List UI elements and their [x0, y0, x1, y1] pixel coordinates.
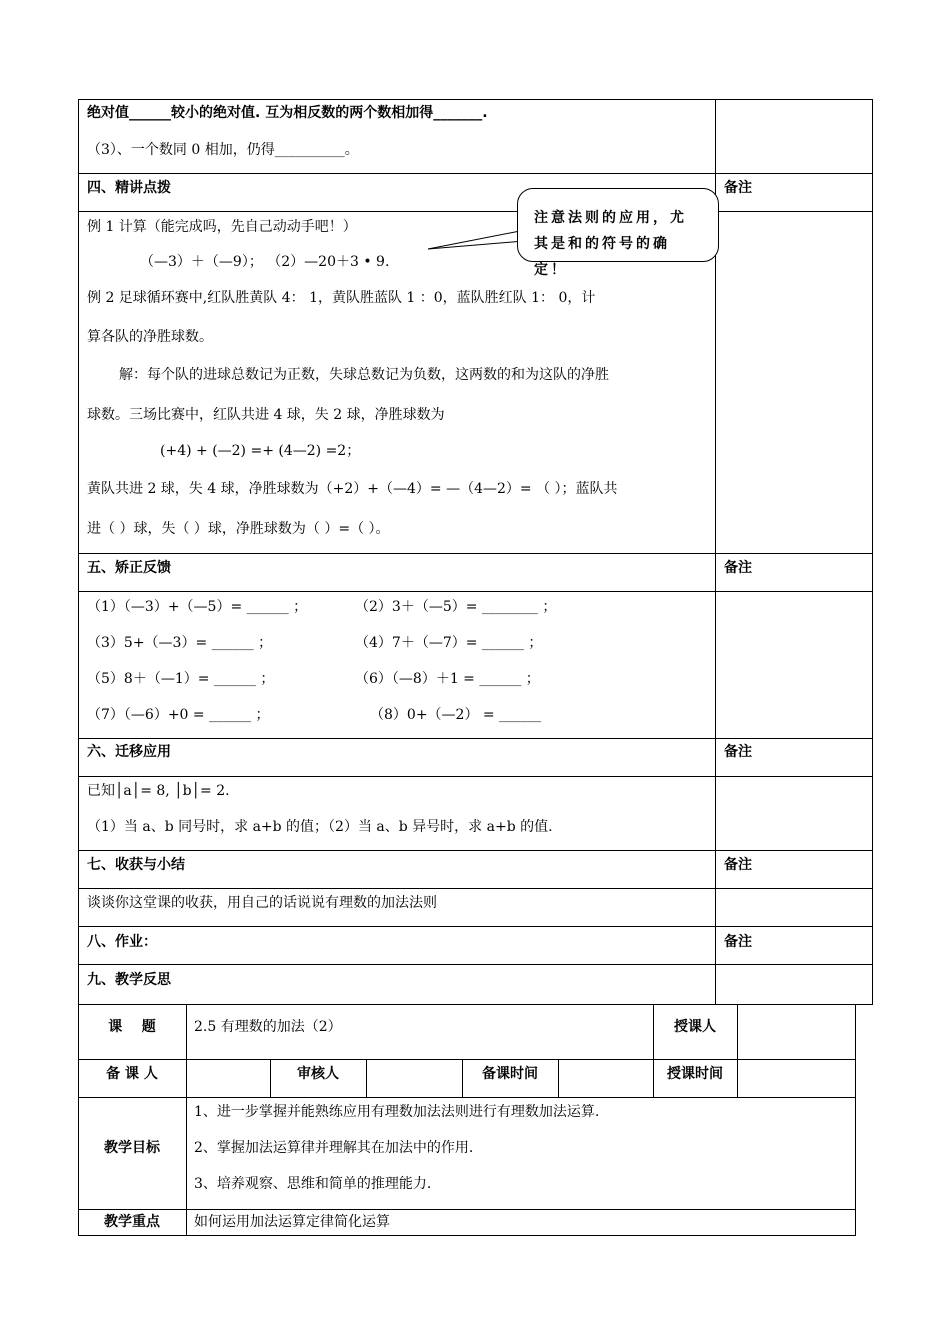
section-4-title: 四、精讲点拨: [87, 180, 171, 196]
teacher-label: 授课人: [674, 1019, 716, 1035]
teach-time-label: 授课时间: [667, 1066, 723, 1082]
exercise-6: （6）（—8）＋1 = ______ ；: [355, 671, 540, 687]
section-9-title: 九、教学反思: [87, 972, 171, 988]
example-1-title: 例 1 计算（能完成吗，先自己动动手吧！）: [87, 219, 357, 235]
solution-line-5: 进（ ）球，失（ ）球，净胜球数为（ ）=（ ）。: [87, 521, 390, 537]
notes-label-8: 备注: [724, 934, 752, 950]
example-1-items: （—3）＋（—9）； （2）—20＋3 • 9.: [140, 254, 390, 270]
solution-line-2: 球数。三场比赛中，红队共进 4 球，失 2 球，净胜球数为: [87, 407, 445, 423]
solution-line-1: 解：每个队的进球总数记为正数，失球总数记为负数，这两数的和为这队的净胜: [119, 367, 609, 383]
application-line-1: 已知│a│= 8, │b│= 2.: [87, 783, 230, 799]
callout-pointer: [420, 225, 530, 255]
notes-label-7: 备注: [724, 857, 752, 873]
solution-line-3: (+4) + (—2) =+ (4—2) =2；: [160, 443, 361, 459]
preparer-label: 备 课 人: [106, 1066, 158, 1082]
section-7-title: 七、收获与小结: [87, 857, 185, 873]
goals-label: 教学目标: [104, 1140, 160, 1156]
example-2-line-2: 算各队的净胜球数。: [87, 329, 213, 345]
fill-blank-line-1: 绝对值______较小的绝对值. 互为相反数的两个数相加得_______.: [87, 105, 488, 121]
goal-3: 3、培养观察、思维和简单的推理能力.: [194, 1176, 432, 1192]
exercise-3: （3）5+（—3）= ______ ；: [87, 635, 273, 651]
goal-2: 2、掌握加法运算律并理解其在加法中的作用.: [194, 1140, 474, 1156]
exercise-4: （4）7＋（—7）= ______ ；: [355, 635, 543, 651]
focus-value: 如何运用加法运算定律简化运算: [194, 1214, 390, 1230]
focus-label: 教学重点: [104, 1214, 160, 1230]
prep-time-label: 备课时间: [482, 1066, 538, 1082]
fill-blank-line-2: （3）、一个数同 0 相加，仍得__________。: [87, 142, 359, 158]
notes-label-6: 备注: [724, 744, 752, 760]
exercise-7: （7）（—6）+0 = ______ ；: [87, 707, 270, 723]
summary-line: 谈谈你这堂课的收获，用自己的话说说有理数的加法法则: [87, 895, 437, 911]
topic-value: 2.5 有理数的加法（2）: [194, 1019, 342, 1035]
reviewer-label: 审核人: [297, 1066, 339, 1082]
notes-label-5: 备注: [724, 560, 752, 576]
application-line-2: （1）当 a、b 同号时，求 a+b 的值；（2）当 a、b 异号时，求 a+b 的值.: [87, 819, 553, 835]
exercise-2: （2）3＋（—5）= ________ ；: [355, 599, 557, 615]
section-5-title: 五、矫正反馈: [87, 560, 171, 576]
notes-label-4: 备注: [724, 180, 752, 196]
exercise-8: （8）0+（—2） = ______: [370, 707, 542, 723]
example-2-line-1: 例 2 足球循环赛中,红队胜黄队 4： 1，黄队胜蓝队 1 ：0，蓝队胜红队 1： 0，计: [87, 290, 596, 306]
section-6-title: 六、迁移应用: [87, 744, 171, 760]
exercise-1: （1）（—3）+（—5）= ______ ；: [87, 599, 308, 615]
section-8-title: 八、作业：: [87, 934, 157, 950]
callout-text: 注意法则的应用，尤其是和的符号的确定！: [534, 210, 687, 278]
exercise-5: （5）8＋（—1）= ______ ；: [87, 671, 275, 687]
solution-line-4: 黄队共进 2 球，失 4 球，净胜球数为（+2）+（—4）= —（4—2）= （ ）；蓝队共: [87, 481, 618, 497]
topic-label: 课 题: [108, 1019, 156, 1035]
goal-1: 1、进一步掌握并能熟练应用有理数加法法则进行有理数加法运算.: [194, 1104, 600, 1120]
